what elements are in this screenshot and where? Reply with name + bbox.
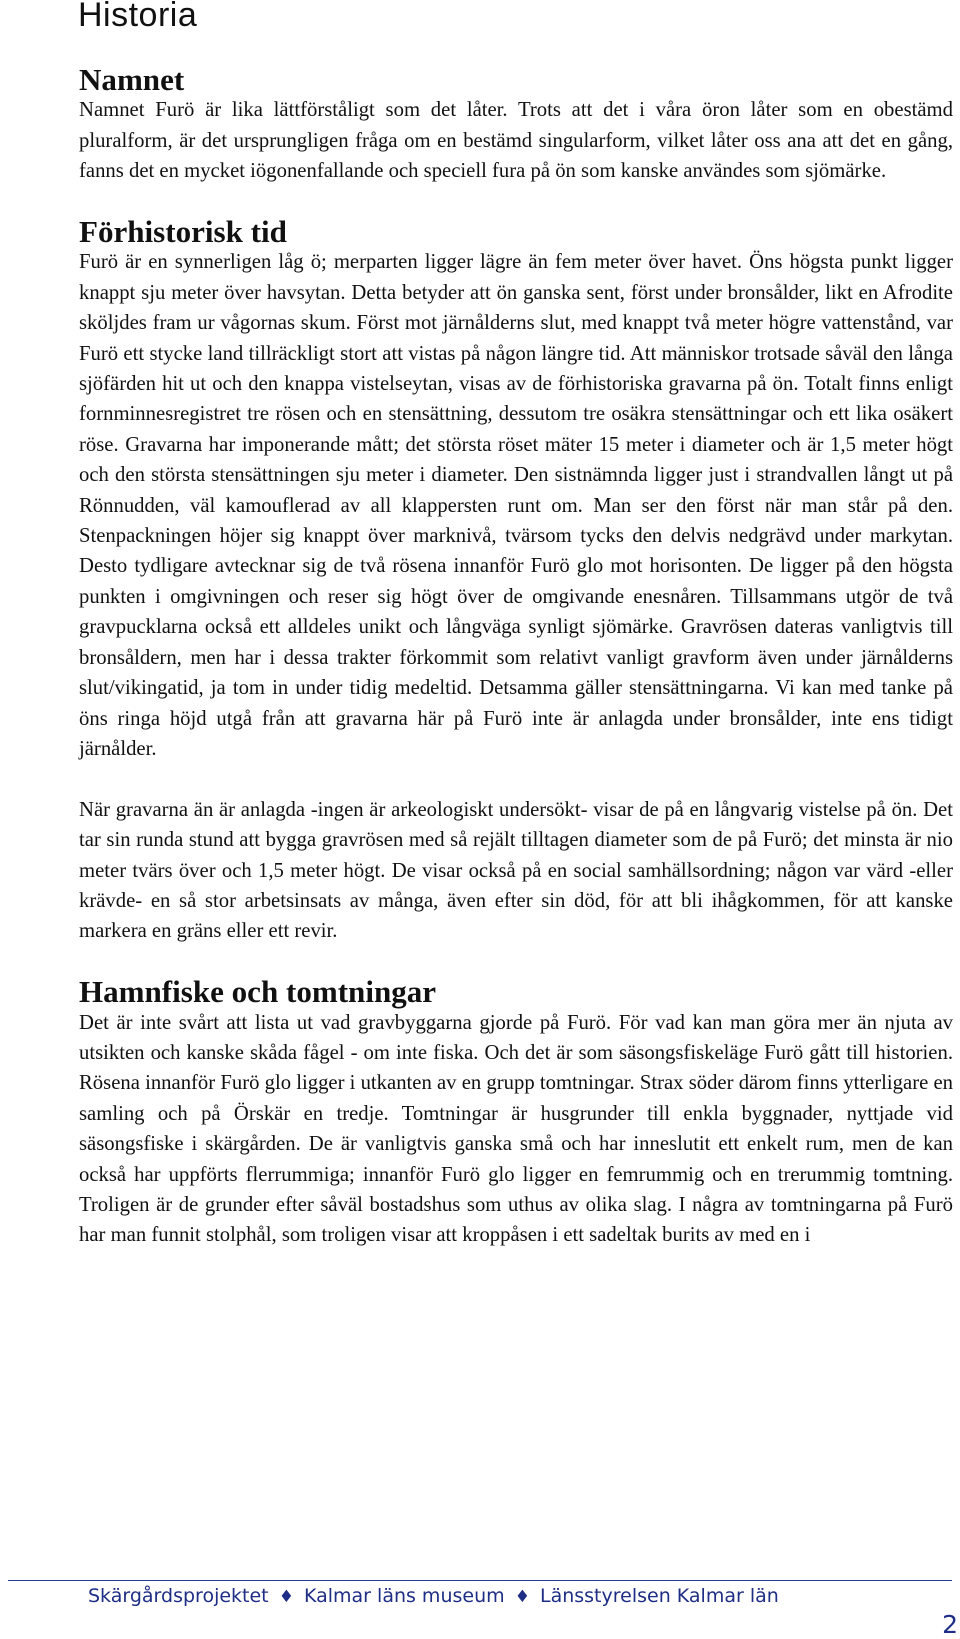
paragraph-hamnfiske: Det är inte svårt att lista ut vad gravbyggarna gjorde på Furö. För vad kan man göra mer än njuta av utsikten och kanske skåda fågel - om inte fiska. Och det är som säsongsfiskeläge Furö gått till historien. Rösena innanför Furö glo ligger i utkanten av en grupp tomtningar. Strax söder därom finns ytterligare en samling och på Örskär en tredje. Tomtningar är husgrunder till enkla byggnader, nyttjade vid säsongsfiske i skärgården. De är vanligtvis ganska små och har inneslutit ett enkelt rum, men de kan också har uppförts flerrummiga; innanför Furö glo ligger en femrummig och en trerummig tomtning. Troligen är de grunder efter såväl bostadshus som uthus av olika slag. I några av tomtningarna på Furö har man funnit stolphål, som troligen visar att kroppåsen i ett sadeltak burits av med en i — [79, 1011, 953, 1247]
document-body — [79, 62, 953, 1251]
paragraph-forhistorisk-tid-2: När gravarna än är anlagda -ingen är arkeologiskt undersökt- visar de på en långvarig vistelse på ön. Det tar sin runda stund att bygga gravrösen med så rejält tilltagen diameter som de på Furö; det minsta är nio meter tvärs över och 1,5 meter högt. De visar också på en social samhällsordning; någon var värd -eller krävde- en så stor arbetsinsats av många, även efter sin död, för att bli ihågkommen, för att kanske markera en gräns eller ett revir. — [79, 798, 953, 943]
section-heading-hamnfiske: Hamnfiske och tomtningar — [79, 974, 437, 1010]
paragraph-namnet: Namnet Furö är lika lättförståligt som det låter. Trots att det i våra öron låter som en obestämd pluralform, är det ursprungligen fråga om en bestämd singularform, vilket låter oss ana att det en gång, fanns det en mycket iögonenfallande och speciell fura på ön som kanske användes som sjömärke. — [79, 99, 953, 183]
section-heading-forhistorisk-tid: Förhistorisk tid — [79, 214, 287, 250]
footer-item-lansstyrelsen: Länsstyrelsen Kalmar län — [539, 1585, 779, 1607]
page-title: Historia — [78, 0, 198, 34]
page-number: 2 — [942, 1610, 958, 1639]
diamond-separator-icon: ♦ — [514, 1587, 530, 1607]
footer-item-kalmar-lans-museum: Kalmar läns museum — [303, 1585, 505, 1607]
footer-divider — [8, 1580, 952, 1581]
footer-item-skargardsprojektet: Skärgårdsprojektet — [88, 1585, 269, 1607]
paragraph-forhistorisk-tid-1: Furö är en synnerligen låg ö; merparten ligger lägre än fem meter över havet. Öns högsta punkt ligger knappt sju meter över havsytan. Detta betyder att ön ganska sent, först under bronsålder, likt en Afrodite sköljdes fram ur vågornas skum. Först mot järnålderns slut, med knappt två meter högre vattenstånd, var Furö ett stycke land tillräckligt stort att vistas på någon längre tid. Att människor trotsade såväl den långa sjöfärden hit ut och den knappa vistelseytan, visas av de förhistoriska gravarna på ön. Totalt finns enligt fornminnesregistret tre rösen och en stensättning, dessutom tre osäkra stensättningar och ett lika osäkert röse. Gravarna har imponerande mått; det största röset mäter 15 meter i diameter och är 1,5 meter högt och den största stensättningen sju meter i diameter. Den sistnämnda ligger just i strandvallen långt ut på Rönnudden, väl kamouflerad av all klappersten runt om. Man ser den först när man står på den. Stenpackningen höjer sig knappt över marknivå, tvärsom tycks den delvis nedgrävd under markytan. Desto tydligare avtecknar sig de två rösena innanför Furö glo mot horisonten. De ligger på den högsta punkten i omgivningen och reser sig högt över de omgivande enesnåren. Tillsammans utgör de två gravpucklarna också ett alldeles unikt och långväga synligt sjömärke. Gravrösen dateras vanligtvis till bronsåldern, men har i dessa trakter förkommit som relativt vanligt gravform även under järnålderns slut/vikingatid, ja tom in under tidig medeltid. Detsamma gäller stensättningarna. Vi kan med tanke på öns ringa höjd utgå från att gravarna här på Furö inte är anlagda under bronsålder, inte ens tidigt järnålder. — [79, 251, 953, 760]
section-heading-namnet: Namnet — [79, 62, 185, 97]
diamond-separator-icon: ♦ — [278, 1587, 294, 1607]
footer — [88, 1585, 779, 1607]
